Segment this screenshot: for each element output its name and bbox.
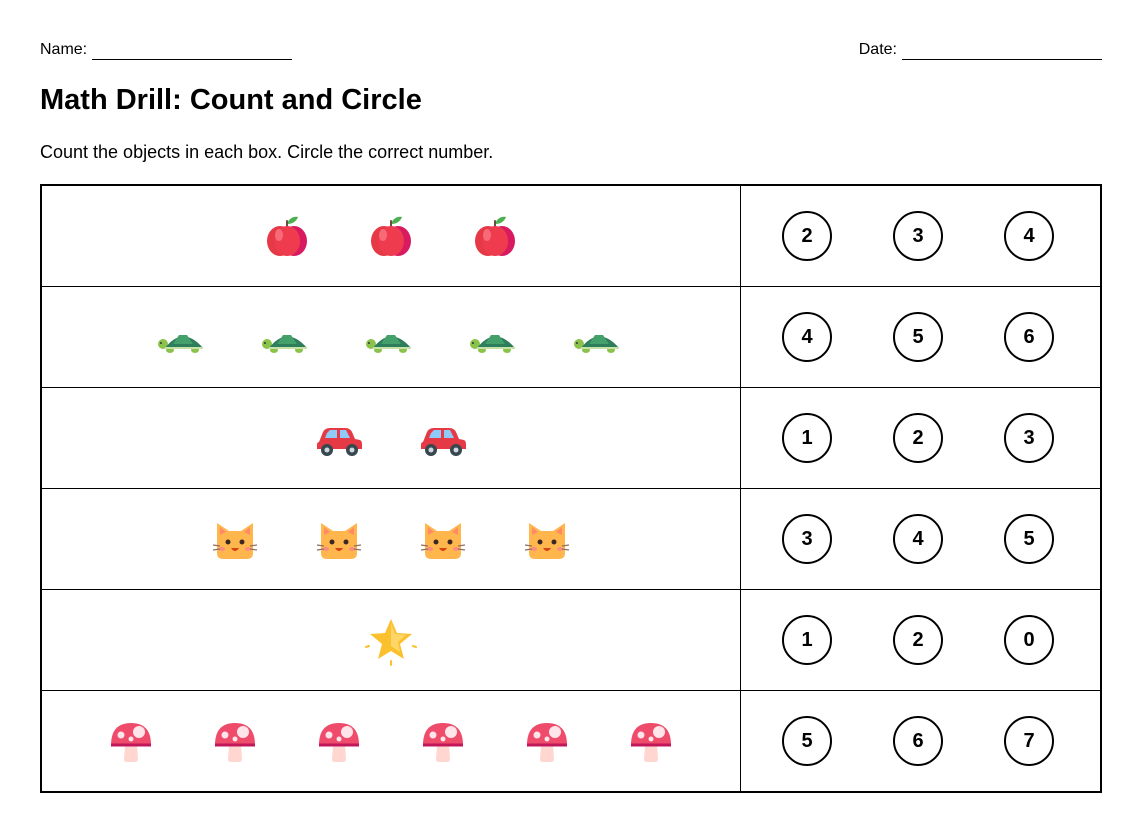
answer-choice-circle[interactable]: 3	[893, 211, 943, 261]
cat-face-icon	[287, 509, 391, 569]
answer-choice-circle[interactable]: 2	[893, 413, 943, 463]
date-field	[859, 40, 1102, 60]
date-blank-line[interactable]	[902, 44, 1102, 60]
answer-choice-circle[interactable]: 5	[782, 716, 832, 766]
objects-box	[42, 590, 741, 690]
car-icon	[391, 408, 495, 468]
answer-choice-circle[interactable]: 2	[782, 211, 832, 261]
name-label: Name:	[40, 41, 88, 58]
drill-row	[42, 388, 1100, 489]
cat-face-icon	[391, 509, 495, 569]
answer-choices	[741, 489, 1100, 589]
answer-choice-circle[interactable]: 4	[1004, 211, 1054, 261]
mushroom-icon	[495, 711, 599, 771]
turtle-icon	[235, 307, 339, 367]
date-label: Date:	[858, 41, 897, 58]
answer-choice-circle[interactable]: 4	[782, 312, 832, 362]
apple-icon	[235, 206, 339, 266]
answer-choices	[741, 388, 1100, 488]
answer-choices	[741, 287, 1100, 387]
objects-box	[42, 388, 741, 488]
objects-box	[42, 691, 741, 791]
cat-face-icon	[183, 509, 287, 569]
answer-choice-circle[interactable]: 1	[782, 615, 832, 665]
page-title: Math Drill: Count and Circle	[40, 84, 422, 116]
answer-choice-circle[interactable]: 4	[893, 514, 943, 564]
apple-icon	[339, 206, 443, 266]
turtle-icon	[131, 307, 235, 367]
answer-choices	[741, 590, 1100, 690]
drill-row	[42, 691, 1100, 791]
instructions-text: Count the objects in each box. Circle the correct number.	[40, 142, 494, 162]
name-blank-line[interactable]	[92, 44, 292, 60]
mushroom-icon	[287, 711, 391, 771]
worksheet-header	[40, 40, 1102, 60]
drill-table	[40, 184, 1102, 793]
mushroom-icon	[79, 711, 183, 771]
answer-choice-circle[interactable]: 5	[1004, 514, 1054, 564]
answer-choices	[741, 186, 1100, 286]
answer-choice-circle[interactable]: 6	[893, 716, 943, 766]
turtle-icon	[547, 307, 651, 367]
name-field	[40, 40, 292, 60]
drill-row	[42, 590, 1100, 691]
mushroom-icon	[391, 711, 495, 771]
objects-box	[42, 489, 741, 589]
answer-choices	[741, 691, 1100, 791]
answer-choice-circle[interactable]: 3	[1004, 413, 1054, 463]
objects-box	[42, 186, 741, 286]
answer-choice-circle[interactable]: 1	[782, 413, 832, 463]
turtle-icon	[443, 307, 547, 367]
answer-choice-circle[interactable]: 3	[782, 514, 832, 564]
mushroom-icon	[599, 711, 703, 771]
answer-choice-circle[interactable]: 7	[1004, 716, 1054, 766]
apple-icon	[443, 206, 547, 266]
turtle-icon	[339, 307, 443, 367]
answer-choice-circle[interactable]: 6	[1004, 312, 1054, 362]
drill-row	[42, 287, 1100, 388]
mushroom-icon	[183, 711, 287, 771]
star-icon	[339, 610, 443, 670]
objects-box	[42, 287, 741, 387]
car-icon	[287, 408, 391, 468]
cat-face-icon	[495, 509, 599, 569]
answer-choice-circle[interactable]: 2	[893, 615, 943, 665]
answer-choice-circle[interactable]: 5	[893, 312, 943, 362]
drill-row	[42, 489, 1100, 590]
answer-choice-circle[interactable]: 0	[1004, 615, 1054, 665]
drill-row	[42, 186, 1100, 287]
